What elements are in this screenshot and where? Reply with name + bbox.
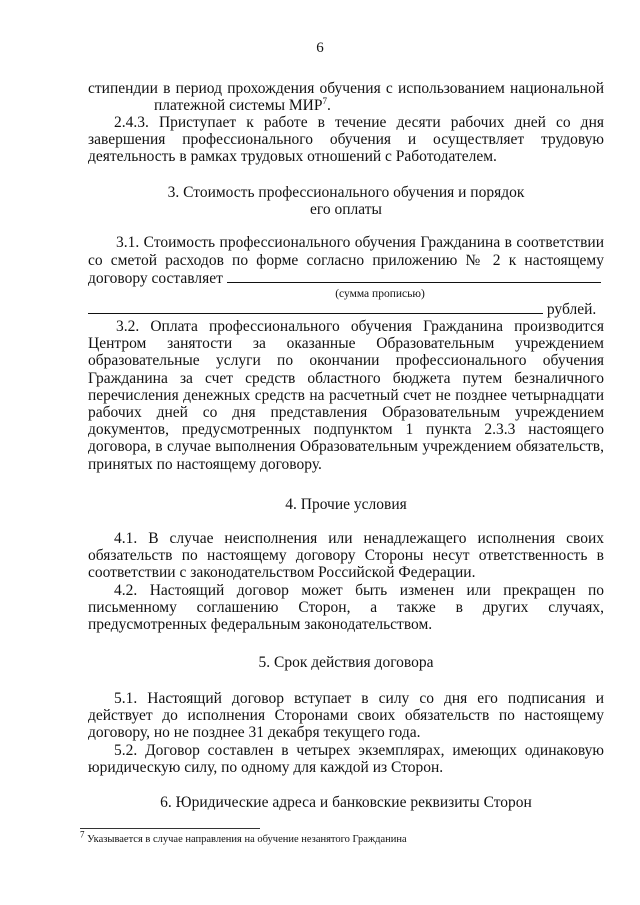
paragraph-continuation-line1: стипендии в период прохождения обучения с использованием национальной xyxy=(88,80,604,97)
paragraph-3-1-line1: 3.1. Стоимость профессионального обучения Гражданина в соответствии xyxy=(116,234,604,251)
section-3-title-line1: 3. Стоимость профессионального обучения и порядок xyxy=(167,184,525,201)
footnote-separator xyxy=(80,828,260,829)
footnote-reference: 7 xyxy=(322,95,327,106)
continuation-text: платежной системы МИР xyxy=(154,97,323,114)
paragraph-3-1-line3-text: договору составляет xyxy=(88,270,223,287)
sum-blank-line[interactable] xyxy=(227,282,601,283)
sum-caption: (сумма прописью) xyxy=(335,288,425,300)
footnote-text: Указывается в случае направления на обучение незанятого Гражданина xyxy=(84,834,407,845)
amount-blank-line[interactable] xyxy=(88,313,543,314)
section-4-title: 4. Прочие условия xyxy=(285,496,407,513)
paragraph-2-4-3 xyxy=(88,114,604,166)
footnote-number: 7 xyxy=(80,829,85,840)
section-5-title: 5. Срок действия договора xyxy=(258,654,434,671)
paragraph-3-1-line3 xyxy=(88,270,604,287)
page-number: 6 xyxy=(316,40,324,56)
section-6-title: 6. Юридические адреса и банковские реквизиты Сторон xyxy=(160,794,532,811)
continuation-end: . xyxy=(327,97,331,114)
paragraph-continuation-line2 xyxy=(88,97,604,114)
paragraph-2-4-3-text: 2.4.3. Приступает к работе в течение десяти рабочих дней со дня завершения профессионального обучения и осуществляет трудовую деятельность в рамках трудовых отношений с Работодателем. xyxy=(88,114,604,166)
paragraph-5-2: 5.2. Договор составлен в четырех экземплярах, имеющих одинаковую юридическую силу, по одному для каждой из Сторон. xyxy=(88,742,604,777)
rubles-label: рублей. xyxy=(546,301,597,318)
section-3-title-line2: его оплаты xyxy=(310,201,382,218)
paragraph-4-2: 4.2. Настоящий договор может быть изменен или прекращен по письменному соглашению Сторон, а также в других случаях, предусмотренных федеральным законодательством. xyxy=(88,582,604,634)
paragraph-5-1: 5.1. Настоящий договор вступает в силу со дня его подписания и действует до исполнения Сторонами своих обязательств по настоящему договору, но не позднее 31 декабря текущего года. xyxy=(88,690,604,742)
paragraph-3-2: 3.2. Оплата профессионального обучения Гражданина производится Центром занятости за оказанные Образовательным учреждением образовательные услуги по окончании профессионального обучения Гражданина за счет средств областного бюджета путем безналичного перечисления денежных средств на расчетный счет не позднее четырнадцати рабочих дней со дня представления Образовательным учреждением документов, предусмотренных подпунктом 1 пункта 2.3.3 настоящего договора, в случае выполнения Образовательным учреждением обязательств, принятых по настоящему договору. xyxy=(88,318,604,473)
rubles-line xyxy=(88,301,604,318)
paragraph-3-1-line2: со сметой расходов по форме согласно приложению № 2 к настоящему xyxy=(88,252,604,269)
paragraph-4-1: 4.1. В случае неисполнения или ненадлежащего исполнения своих обязательств по настоящему договору Стороны несут ответственность в соответствии с законодательством Российской Федерации. xyxy=(88,530,604,582)
footnote xyxy=(80,829,600,845)
